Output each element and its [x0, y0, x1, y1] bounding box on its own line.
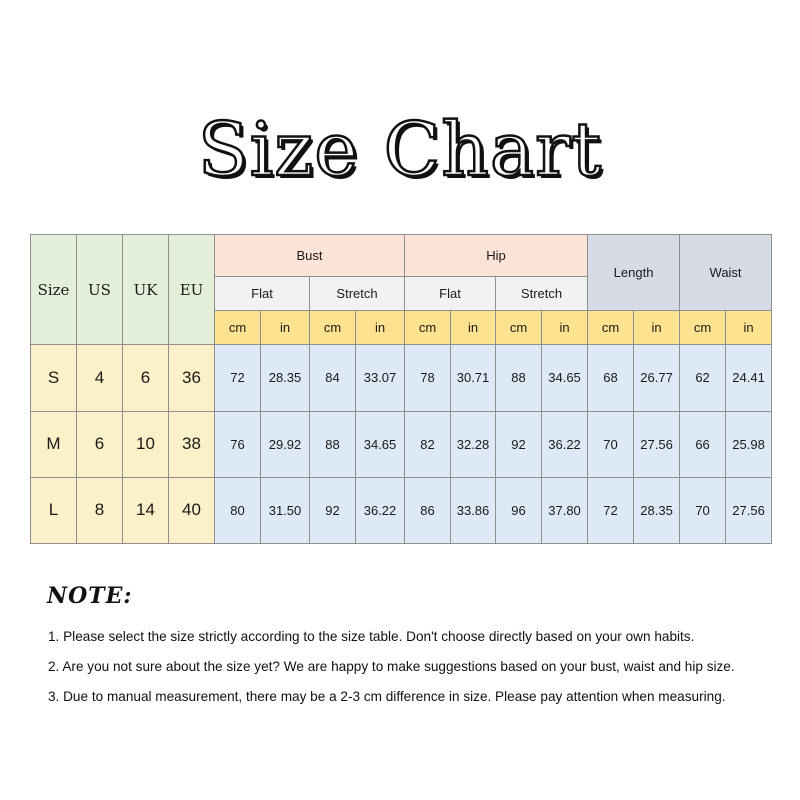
- note-item: 1. Please select the size strictly according to the size table. Don't choose directly based on your own habits.: [48, 629, 695, 644]
- unit-cell: in: [261, 311, 310, 345]
- hip-stretch-cm: 92: [496, 411, 542, 477]
- bust-stretch-in: 34.65: [356, 411, 405, 477]
- header-eu: EU: [169, 235, 215, 345]
- hip-flat-cm: 82: [405, 411, 451, 477]
- header-bust: Bust: [215, 235, 405, 277]
- header-size: Size: [31, 235, 77, 345]
- waist-in: 27.56: [726, 477, 772, 543]
- table-row-m: [31, 411, 772, 477]
- size-cell: M: [31, 411, 77, 477]
- waist-cm: 62: [680, 345, 726, 411]
- unit-cell: cm: [588, 311, 634, 345]
- unit-cell: cm: [215, 311, 261, 345]
- us-cell: 4: [77, 345, 123, 411]
- hip-flat-cm: 86: [405, 477, 451, 543]
- header-hip: Hip: [405, 235, 588, 277]
- eu-cell: 36: [169, 345, 215, 411]
- length-cm: 70: [588, 411, 634, 477]
- length-cm: 68: [588, 345, 634, 411]
- header-bust-stretch: Stretch: [310, 277, 405, 311]
- hip-flat-in: 32.28: [451, 411, 496, 477]
- length-in: 27.56: [634, 411, 680, 477]
- unit-cell: cm: [405, 311, 451, 345]
- us-cell: 8: [77, 477, 123, 543]
- note-title: NOTE:: [47, 583, 133, 609]
- note-item: 3. Due to manual measurement, there may be a 2-3 cm difference in size. Please pay attention when measuring.: [48, 689, 726, 704]
- unit-cell: in: [451, 311, 496, 345]
- waist-cm: 66: [680, 411, 726, 477]
- uk-cell: 10: [123, 411, 169, 477]
- eu-cell: 40: [169, 477, 215, 543]
- hip-stretch-cm: 96: [496, 477, 542, 543]
- uk-cell: 6: [123, 345, 169, 411]
- unit-cell: in: [726, 311, 772, 345]
- hip-stretch-cm: 88: [496, 345, 542, 411]
- unit-cell: in: [634, 311, 680, 345]
- unit-cell: in: [356, 311, 405, 345]
- size-table: [30, 234, 772, 544]
- bust-stretch-cm: 84: [310, 345, 356, 411]
- table-row-l: [31, 477, 772, 543]
- bust-stretch-in: 36.22: [356, 477, 405, 543]
- unit-cell: cm: [680, 311, 726, 345]
- table-row-s: [31, 345, 772, 411]
- bust-stretch-cm: 88: [310, 411, 356, 477]
- bust-flat-cm: 76: [215, 411, 261, 477]
- bust-stretch-cm: 92: [310, 477, 356, 543]
- hip-flat-in: 30.71: [451, 345, 496, 411]
- waist-in: 25.98: [726, 411, 772, 477]
- bust-flat-cm: 72: [215, 345, 261, 411]
- length-cm: 72: [588, 477, 634, 543]
- bust-flat-in: 28.35: [261, 345, 310, 411]
- hip-stretch-in: 37.80: [542, 477, 588, 543]
- header-bust-flat: Flat: [215, 277, 310, 311]
- header-length: Length: [588, 235, 680, 311]
- size-cell: S: [31, 345, 77, 411]
- hip-stretch-in: 36.22: [542, 411, 588, 477]
- header-us: US: [77, 235, 123, 345]
- waist-cm: 70: [680, 477, 726, 543]
- length-in: 28.35: [634, 477, 680, 543]
- header-waist: Waist: [680, 235, 772, 311]
- header-hip-flat: Flat: [405, 277, 496, 311]
- bust-flat-in: 31.50: [261, 477, 310, 543]
- hip-flat-cm: 78: [405, 345, 451, 411]
- us-cell: 6: [77, 411, 123, 477]
- unit-cell: in: [542, 311, 588, 345]
- uk-cell: 14: [123, 477, 169, 543]
- bust-flat-cm: 80: [215, 477, 261, 543]
- length-in: 26.77: [634, 345, 680, 411]
- unit-cell: cm: [496, 311, 542, 345]
- bust-stretch-in: 33.07: [356, 345, 405, 411]
- eu-cell: 38: [169, 411, 215, 477]
- note-item: 2. Are you not sure about the size yet? We are happy to make suggestions based on your bust, waist and hip size.: [48, 659, 735, 674]
- hip-flat-in: 33.86: [451, 477, 496, 543]
- waist-in: 24.41: [726, 345, 772, 411]
- header-hip-stretch: Stretch: [496, 277, 588, 311]
- size-cell: L: [31, 477, 77, 543]
- unit-cell: cm: [310, 311, 356, 345]
- hip-stretch-in: 34.65: [542, 345, 588, 411]
- header-uk: UK: [123, 235, 169, 345]
- note-list: [48, 622, 735, 712]
- page-title: Size Chart: [197, 107, 603, 193]
- bust-flat-in: 29.92: [261, 411, 310, 477]
